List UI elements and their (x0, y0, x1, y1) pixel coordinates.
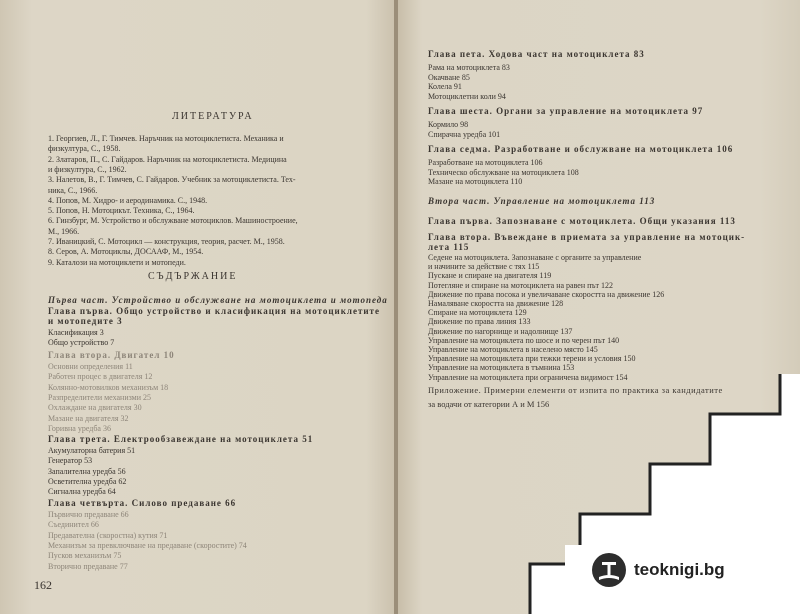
toc-item: Мазане на мотоциклета 110 (428, 177, 523, 187)
part-one-heading: Първа част. Устройство и обслужване на мотоциклета и мотопеда (48, 295, 388, 305)
toc-item: Движение по права линия 133 (428, 317, 531, 327)
toc-item: Намаляване скоростта на движение 128 (428, 299, 564, 308)
toc-item: Колянно-мотовилков механизъм 18 (48, 382, 169, 392)
toc-item: Движение по нагорнище и надолнище 137 (428, 326, 573, 336)
toc-title: СЪДЪРЖАНИЕ (148, 271, 238, 282)
toc-item: и начините за действие с тях 115 (428, 262, 540, 272)
toc-item: Мотоциклетни коли 94 (428, 91, 506, 101)
literature-item: физкултура, С., 1958. (48, 144, 121, 154)
toc-item: Колела 91 (428, 82, 462, 92)
chapter-3-heading: Глава трета. Електрообзавеждане на мотоциклета 51 (48, 434, 314, 444)
toc-item: Управление на мотоциклета при ограничена видимост 154 (428, 372, 628, 382)
toc-item: Разработване на мотоциклета 106 (428, 158, 543, 167)
part-2-chapter-1-heading: Глава първа. Запознаване с мотоциклета. Общи указания 113 (428, 216, 736, 226)
toc-item: Мазане на двигателя 32 (48, 413, 129, 423)
toc-item: Пускане и спиране на двигателя 119 (428, 271, 552, 281)
toc-item: Вторично предаване 77 (48, 561, 128, 571)
logo-text: teoknigi.bg (634, 560, 725, 579)
literature-item: и физкултура, С., 1962. (48, 164, 127, 174)
literature-item: 8. Серов, А. Мотоциклы, ДОСААФ, М., 1954. (48, 247, 204, 257)
chapter-5-heading: Глава пета. Ходова част на мотоциклета 83 (428, 49, 645, 59)
toc-item: Общо устройство 7 (48, 337, 115, 347)
toc-item: Движение по права посока и увеличаване скоростта на движение 126 (428, 289, 665, 299)
toc-item: Спирачна уредба 101 (428, 129, 501, 139)
toc-item: Съединител 66 (48, 520, 99, 530)
toc-item: Сигнална уредба 64 (48, 487, 116, 497)
chapter-1-heading: Глава първа. Общо устройство и класификация на мотоциклетите (48, 306, 380, 316)
toc-item: Охлаждане на двигателя 30 (48, 403, 142, 413)
literature-item: 9. Каталози на мотоциклети и мотопеди. (48, 257, 186, 267)
toc-item: Горивна уредба 36 (48, 423, 111, 433)
chapter-7-heading: Глава седма. Разработване и обслужване на мотоциклета 106 (428, 144, 734, 154)
chapter-4-heading: Глава четвърта. Силово предаване 66 (48, 498, 237, 508)
toc-item: Работен процес в двигателя 12 (48, 372, 153, 382)
toc-item: Пусков механизъм 75 (48, 551, 122, 561)
toc-item: Акумулаторна батерия 51 (48, 446, 136, 455)
part-two-heading: Втора част. Управление на мотоциклета 113 (428, 196, 656, 206)
toc-item: Управление на мотоциклета по шосе и по черен път 140 (428, 335, 620, 345)
toc-item: Спиране на мотоциклета 129 (428, 308, 527, 318)
literature-item: 1. Георгиев, Л., Г. Тимчев. Наръчник на мотоциклетиста. Механика и (48, 134, 284, 143)
page-number: 162 (34, 578, 52, 592)
toc-item: Осветителна уредба 62 (48, 476, 127, 486)
toc-item: Механизъм за превключване на предаване (скоростите) 74 (48, 540, 247, 550)
toc-item: Разпределители механизми 25 (48, 392, 152, 402)
part-2-chapter-2-heading-cont: лета 115 (428, 242, 470, 252)
literature-item: ника, С., 1966. (48, 185, 98, 195)
toc-item: Седене на мотоциклета. Запознаване с органите за управление (428, 253, 642, 262)
literature-item: 4. Попов, М. Хидро- и аеродинамика. С., 1948. (48, 195, 208, 205)
toc-item: Предавателна (скоростна) кутия 71 (48, 530, 168, 540)
toc-item: Първично предаване 66 (48, 510, 129, 519)
chapter-1-heading-cont: и мотопедите 3 (48, 316, 123, 326)
part-2-chapter-2-heading: Глава втора. Въвеждане в приемата за управление на мотоцик- (428, 232, 746, 242)
literature-item: 2. Златаров, П., С. Гайдаров. Наръчник на мотоциклетиста. Медицина (48, 154, 287, 164)
toc-item: Управление на мотоциклета при тежки терени и условия 150 (428, 354, 636, 364)
toc-item: Окачване 85 (428, 72, 470, 82)
toc-item: Техническо обслужване на мотоциклета 108 (428, 167, 579, 177)
toc-item: Кормило 98 (428, 120, 469, 129)
literature-item: М., 1966. (48, 226, 80, 236)
toc-item: Основни определения 11 (48, 362, 133, 371)
literature-item: 5. Попов, Н. Мотоцикът. Техника, С., 1964. (48, 206, 195, 216)
appendix-line-cont: за водачи от категории А и М 156 (428, 399, 550, 409)
toc-item: Генератор 53 (48, 456, 93, 466)
literature-item: 3. Налетов, В., Г. Тимчев, С. Гайдаров. Учебник за мотоциклетиста. Тех- (48, 175, 296, 185)
toc-item: Класификация 3 (48, 328, 104, 337)
toc-item: Потегляне и спиране на мотоциклета на равен път 122 (428, 280, 614, 290)
toc-item: Рама на мотоциклета 83 (428, 63, 510, 72)
book-letter-t-icon (592, 553, 626, 587)
chapter-6-heading: Глава шеста. Органи за управление на мотоциклета 97 (428, 106, 704, 116)
chapter-2-heading: Глава втора. Двигател 10 (48, 350, 175, 360)
toc-item: Управление на мотоциклета в тъмнина 153 (428, 363, 575, 373)
literature-title: ЛИТЕРАТУРА (172, 111, 254, 122)
appendix-line: Приложение. Примерни елементи от изпита по практика за кандидатите (428, 385, 723, 395)
left-page (0, 0, 398, 614)
toc-item: Управление на мотоциклета в населено място 145 (428, 345, 598, 354)
toc-item: Запалителна уредба 56 (48, 466, 126, 476)
literature-item: 7. Иваницкий, С. Мотоцикл — конструкция, теория, расчет. М., 1958. (48, 237, 285, 246)
literature-item: 6. Гинзбург, М. Устройство и обслужване мотоциклов. Машиностроение, (48, 216, 298, 226)
